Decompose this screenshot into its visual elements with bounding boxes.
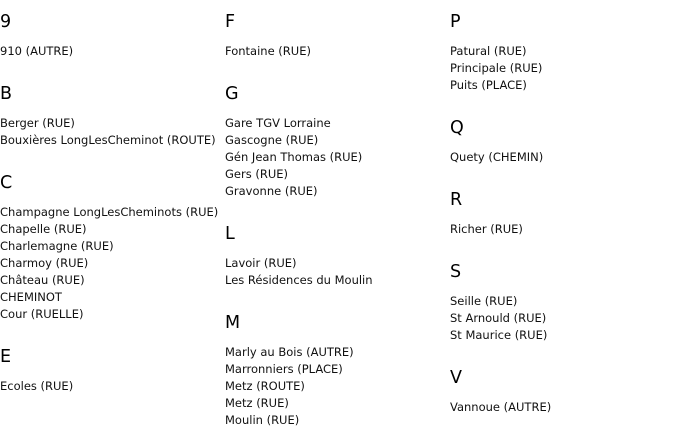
street-link[interactable]: Lavoir (RUE) xyxy=(225,256,297,270)
street-link[interactable]: Charlemagne (RUE) xyxy=(0,239,114,253)
street-list xyxy=(225,115,450,200)
street-list xyxy=(450,399,675,416)
street-link[interactable]: Puits (PLACE) xyxy=(450,78,527,92)
street-list xyxy=(225,344,450,429)
letter-heading: C xyxy=(0,173,13,193)
street-link[interactable]: Fontaine (RUE) xyxy=(225,44,311,58)
letter-heading: S xyxy=(450,262,462,282)
street-list xyxy=(450,149,675,166)
street-link[interactable]: Quety (CHEMIN) xyxy=(450,150,544,164)
street-link[interactable]: Gén Jean Thomas (RUE) xyxy=(225,150,363,164)
letter-heading: E xyxy=(0,347,12,367)
street-link[interactable]: Gascogne (RUE) xyxy=(225,133,319,147)
street-list xyxy=(0,43,225,60)
letter-heading: M xyxy=(225,313,241,333)
street-list xyxy=(0,204,225,323)
street-link[interactable]: Patural (RUE) xyxy=(450,44,527,58)
letter-heading: 9 xyxy=(0,12,12,32)
index-column-1 xyxy=(0,0,225,407)
street-link[interactable]: Moulin (RUE) xyxy=(225,413,300,427)
street-link[interactable]: Bouxières LongLesCheminot (ROUTE) xyxy=(0,133,216,147)
street-link[interactable]: CHEMINOT xyxy=(0,290,62,304)
street-link[interactable]: Vannoue (AUTRE) xyxy=(450,400,552,414)
street-link[interactable]: St Arnould (RUE) xyxy=(450,311,547,325)
street-link[interactable]: Champagne LongLesCheminots (RUE) xyxy=(0,205,219,219)
street-list xyxy=(0,115,225,149)
street-list xyxy=(450,293,675,344)
letter-heading: B xyxy=(0,84,13,104)
street-link[interactable]: Charmoy (RUE) xyxy=(0,256,89,270)
street-list xyxy=(225,255,450,289)
street-list xyxy=(450,43,675,94)
street-link[interactable]: Marronniers (PLACE) xyxy=(225,362,343,376)
letter-group xyxy=(225,301,450,429)
letter-group xyxy=(450,0,675,94)
street-link[interactable]: Metz (RUE) xyxy=(225,396,289,410)
letter-group xyxy=(225,0,450,60)
street-link[interactable]: Marly au Bois (AUTRE) xyxy=(225,345,354,359)
letter-group xyxy=(0,335,225,395)
street-link[interactable]: St Maurice (RUE) xyxy=(450,328,548,342)
street-link[interactable]: Chapelle (RUE) xyxy=(0,222,87,236)
street-link[interactable]: Principale (RUE) xyxy=(450,61,543,75)
letter-group xyxy=(0,0,225,60)
street-link[interactable]: Gers (RUE) xyxy=(225,167,289,181)
letter-group xyxy=(0,72,225,149)
street-link[interactable]: Berger (RUE) xyxy=(0,116,75,130)
letter-group xyxy=(225,72,450,200)
street-list xyxy=(225,43,450,60)
letter-group xyxy=(450,106,675,166)
letter-heading: V xyxy=(450,368,462,388)
street-link[interactable]: 910 (AUTRE) xyxy=(0,44,74,58)
street-link[interactable]: Gravonne (RUE) xyxy=(225,184,318,198)
letter-group xyxy=(0,161,225,323)
letter-heading: L xyxy=(225,224,235,244)
letter-heading: G xyxy=(225,84,239,104)
street-link[interactable]: Metz (ROUTE) xyxy=(225,379,305,393)
index-column-3 xyxy=(450,0,675,428)
letter-group xyxy=(450,178,675,238)
letter-heading: Q xyxy=(450,118,464,138)
letter-heading: R xyxy=(450,190,463,210)
street-list xyxy=(450,221,675,238)
street-list xyxy=(0,378,225,395)
street-link[interactable]: Ecoles (RUE) xyxy=(0,379,74,393)
street-link[interactable]: Cour (RUELLE) xyxy=(0,307,84,321)
letter-group xyxy=(450,356,675,416)
letter-heading: P xyxy=(450,12,461,32)
street-link[interactable]: Gare TGV Lorraine xyxy=(225,116,331,130)
index-column-2 xyxy=(225,0,450,441)
street-link[interactable]: Château (RUE) xyxy=(0,273,85,287)
letter-heading: F xyxy=(225,12,236,32)
street-link[interactable]: Seille (RUE) xyxy=(450,294,518,308)
street-link[interactable]: Les Résidences du Moulin xyxy=(225,273,373,287)
street-link[interactable]: Richer (RUE) xyxy=(450,222,523,236)
letter-group xyxy=(450,250,675,344)
letter-group xyxy=(225,212,450,289)
